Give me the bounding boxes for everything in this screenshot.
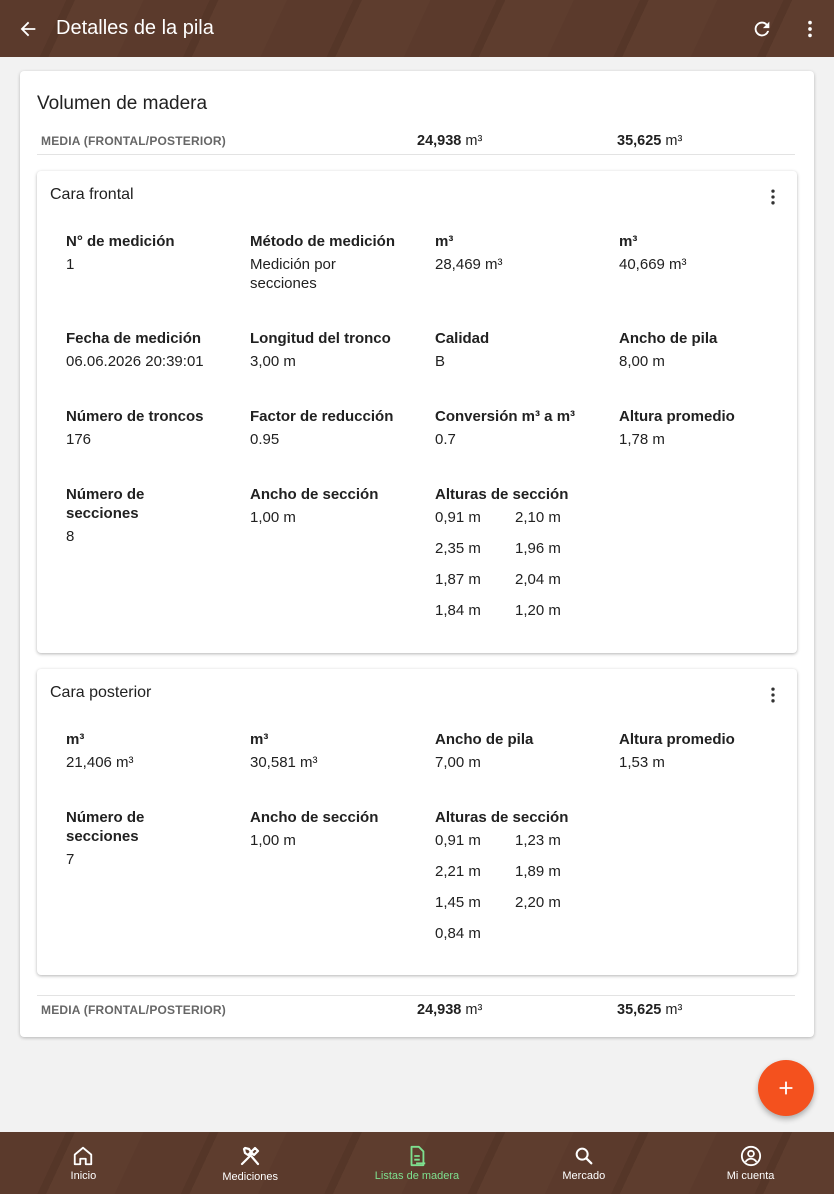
back-face-title: Cara posterior [50,684,152,701]
field-label: Fecha de medición [66,330,202,347]
back-face-menu-button[interactable] [761,683,785,707]
field-value: 7,00 m [435,754,481,771]
field-section-width [250,485,425,527]
average-value-1: 24,938 [417,132,462,149]
bottom-navigation [0,1132,834,1194]
plus-icon [775,1077,797,1099]
field-pile-width [619,329,794,371]
section-height: 2,21 m [435,863,481,880]
field-volume-2 [619,232,794,274]
nav-item-home[interactable] [0,1132,167,1194]
field-label: Altura promedio [619,408,735,425]
field-label: Altura promedio [619,731,735,748]
back-face-card [37,669,797,975]
field-label: Ancho de sección [250,486,379,503]
field-label: Número de troncos [66,408,204,425]
arrow-back-icon [17,18,39,40]
field-value: 28,469 m³ [435,256,503,273]
field-label: Ancho de pila [619,330,718,347]
front-face-card [37,171,797,653]
field-value: 1,00 m [250,832,296,849]
field-volume-1 [435,232,610,274]
nav-item-measurements[interactable] [167,1132,334,1194]
unit: m³ [465,132,483,149]
search-icon [573,1145,595,1167]
section-height: 1,87 m [435,571,481,588]
more-vertical-icon [763,685,783,705]
field-label: m³ [619,233,638,250]
add-fab-button[interactable] [758,1060,814,1116]
field-conversion [435,407,610,449]
section-height: 0,91 m [435,832,481,849]
field-label: Conversión m³ a m³ [435,408,576,425]
field-value: 06.06.2026 20:39:01 [66,353,204,370]
field-label: Número de secciones [66,809,145,845]
field-value: 21,406 m³ [66,754,134,771]
volume-title: Volumen de madera [37,93,208,114]
field-section-count [66,808,176,869]
field-value: 0.7 [435,431,456,448]
average-label: MEDIA (FRONTAL/POSTERIOR) [41,133,226,148]
field-volume-2 [250,730,425,772]
average-row-bottom [37,995,795,1023]
field-measurement-method [250,232,410,293]
field-label: Ancho de sección [250,809,379,826]
field-value: 30,581 m³ [250,754,318,771]
field-label: m³ [66,731,85,748]
average-value-1: 24,938 [417,1001,462,1018]
nav-label: Listas de madera [374,1169,460,1182]
field-label: Alturas de sección [435,809,569,826]
refresh-button[interactable] [738,0,786,57]
nav-item-account[interactable] [667,1132,834,1194]
average-label: MEDIA (FRONTAL/POSTERIOR) [41,1002,226,1017]
field-measurement-date [66,329,241,371]
field-value: 176 [66,431,92,448]
section-height: 1,84 m [435,602,481,619]
field-pile-width [435,730,610,772]
field-volume-1 [66,730,241,772]
front-face-menu-button[interactable] [761,185,785,209]
field-section-heights [435,808,635,943]
nav-label: Inicio [70,1169,97,1182]
field-label: m³ [250,731,269,748]
field-label: Número de secciones [66,486,145,522]
page-title: Detalles de la pila [56,17,214,39]
field-average-height [619,407,794,449]
field-value: 3,00 m [250,353,296,370]
average-row-top [37,127,795,155]
field-label: Método de medición [250,233,396,250]
section-height: 1,20 m [515,602,561,619]
field-value: 8 [66,528,75,545]
unit: m³ [465,1001,483,1018]
wood-volume-card [20,71,814,1037]
unit: m³ [665,1001,683,1018]
field-value: 40,669 m³ [619,256,687,273]
average-value-2: 35,625 [617,132,662,149]
field-label: Longitud del tronco [250,330,391,347]
field-value: 1,00 m [250,509,296,526]
field-label: Ancho de pila [435,731,534,748]
field-section-heights [435,485,635,620]
document-list-icon [406,1145,428,1167]
field-log-count [66,407,241,449]
field-value: Medición por secciones [250,256,336,292]
field-label: N° de medición [66,233,175,250]
field-reduction-factor [250,407,425,449]
front-face-title: Cara frontal [50,186,134,203]
back-button[interactable] [0,0,56,57]
field-section-width [250,808,425,850]
nav-item-wood-lists[interactable] [334,1132,501,1194]
field-measurement-number [66,232,241,274]
field-value: 8,00 m [619,353,665,370]
home-icon [72,1145,94,1167]
field-section-count [66,485,176,546]
section-height: 2,04 m [515,571,561,588]
nav-label: Mediciones [222,1170,279,1183]
average-value-2: 35,625 [617,1001,662,1018]
section-height: 2,35 m [435,540,481,557]
field-value: 1 [66,256,75,273]
section-height: 1,23 m [515,832,561,849]
more-vertical-icon [799,18,821,40]
section-height: 1,89 m [515,863,561,880]
refresh-icon [751,18,773,40]
section-height: 2,20 m [515,894,561,911]
unit: m³ [665,132,683,149]
nav-label: Mercado [562,1169,606,1182]
field-value: 1,78 m [619,431,665,448]
more-options-button[interactable] [786,0,834,57]
section-height: 0,91 m [435,509,481,526]
field-average-height [619,730,794,772]
tools-icon [238,1144,262,1168]
field-quality [435,329,610,371]
field-value: 0.95 [250,431,280,448]
section-height: 1,96 m [515,540,561,557]
section-heights-grid [435,831,635,943]
more-vertical-icon [763,187,783,207]
field-label: Factor de reducción [250,408,394,425]
field-value: 1,53 m [619,754,665,771]
field-value: 7 [66,851,75,868]
field-label: m³ [435,233,454,250]
section-height: 1,45 m [435,894,481,911]
field-value: B [435,353,446,370]
account-icon [740,1145,762,1167]
field-label: Calidad [435,330,490,347]
nav-label: Mi cuenta [726,1169,775,1182]
nav-item-market[interactable] [500,1132,667,1194]
section-heights-grid [435,508,635,620]
field-log-length [250,329,425,371]
section-height: 0,84 m [435,925,481,942]
field-label: Alturas de sección [435,486,569,503]
section-height: 2,10 m [515,509,561,526]
app-bar [0,0,834,57]
